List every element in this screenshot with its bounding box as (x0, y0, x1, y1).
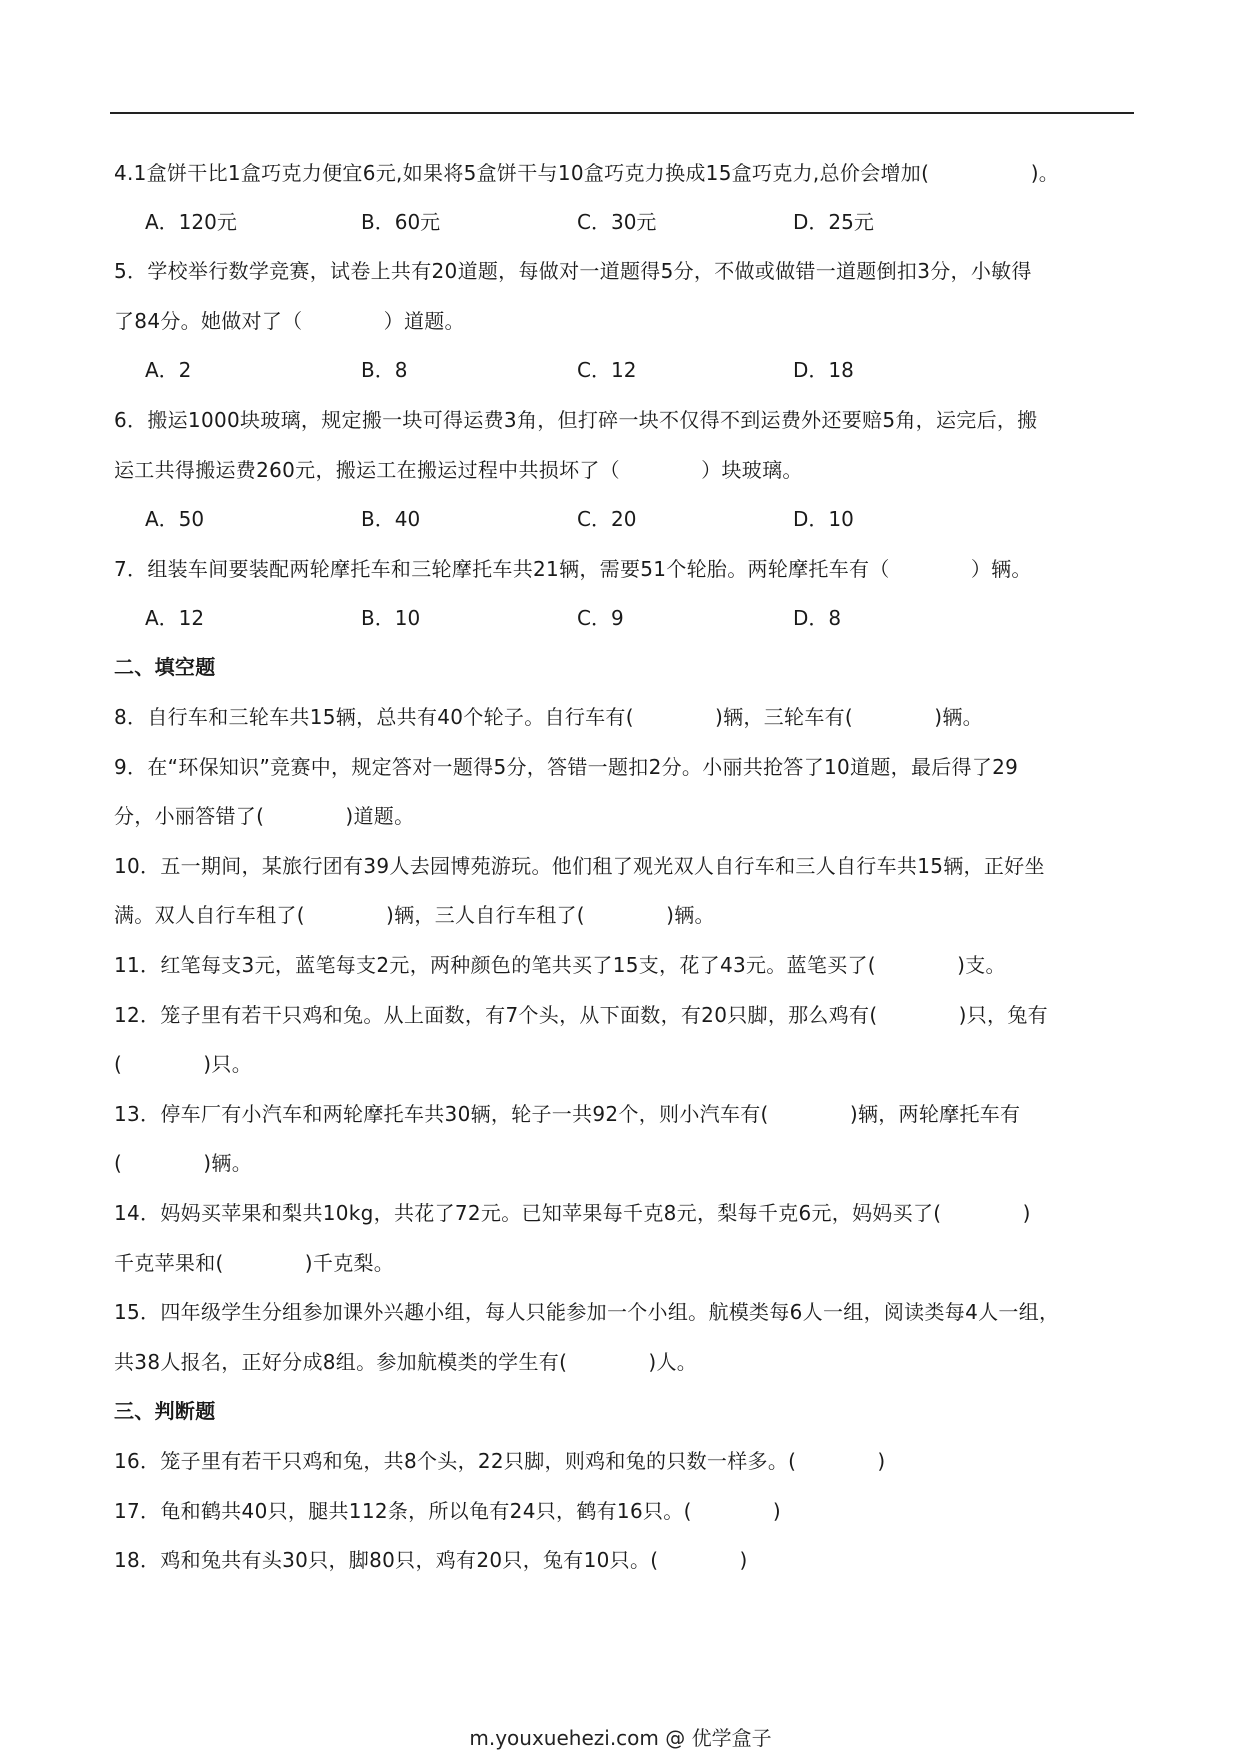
question-15-line-1: 15．四年级学生分组参加课外兴趣小组，每人只能参加一个小组。航模类每6人一组，阅读类每4人一组， (114, 1300, 1060, 1324)
question-14-line-1: 14．妈妈买苹果和梨共10kg，共花了72元。已知苹果每千克8元，梨每千克6元，妈妈买了( ) (114, 1201, 1031, 1225)
question-15-line-2: 共38人报名，正好分成8组。参加航模类的学生有( )人。 (114, 1350, 698, 1374)
question-5-options (145, 355, 1009, 385)
question-14-line-2: 千克苹果和( )千克梨。 (114, 1251, 395, 1275)
option-c: C．12 (577, 358, 637, 382)
option-d: D．8 (793, 606, 842, 630)
question-11: 11．红笔每支3元，蓝笔每支2元，两种颜色的笔共买了15支，花了43元。蓝笔买了( )支。 (114, 953, 1006, 977)
question-10-line-1: 10．五一期间，某旅行团有39人去园博苑游玩。他们租了观光双人自行车和三人自行车共15辆，正好坐 (114, 854, 1045, 878)
question-4-options (145, 207, 1009, 237)
section-heading-true-false: 三、判断题 (114, 1399, 216, 1423)
option-b: B．40 (361, 507, 421, 531)
section-heading-fill-in: 二、填空题 (114, 655, 216, 679)
question-6-line-2: 运工共得搬运费260元，搬运工在搬运过程中共损坏了（ ）块玻璃。 (114, 458, 803, 482)
option-d: D．25元 (793, 210, 874, 234)
question-7: 7．组装车间要装配两轮摩托车和三轮摩托车共21辆，需要51个轮胎。两轮摩托车有（ ）辆。 (114, 557, 1032, 581)
question-6-options (145, 504, 1009, 534)
option-a: A．12 (145, 606, 205, 630)
question-4: 4.1盒饼干比1盒巧克力便宜6元,如果将5盒饼干与10盒巧克力换成15盒巧克力,总价会增加( )。 (114, 161, 1060, 185)
option-b: B．60元 (361, 210, 441, 234)
question-17: 17．龟和鹤共40只，腿共112条，所以龟有24只，鹤有16只。( ) (114, 1499, 781, 1523)
question-13-line-2: ( )辆。 (114, 1151, 253, 1175)
question-10-line-2: 满。双人自行车租了( )辆，三人自行车租了( )辆。 (114, 903, 715, 927)
option-a: A．50 (145, 507, 205, 531)
question-13-line-1: 13．停车厂有小汽车和两轮摩托车共30辆，轮子一共92个，则小汽车有( )辆，两轮摩托车有 (114, 1102, 1021, 1126)
option-a: A．120元 (145, 210, 237, 234)
option-c: C．30元 (577, 210, 657, 234)
option-d: D．18 (793, 358, 854, 382)
option-b: B．10 (361, 606, 421, 630)
question-12-line-1: 12．笼子里有若干只鸡和兔。从上面数，有7个头，从下面数，有20只脚，那么鸡有( )只，兔有 (114, 1003, 1048, 1027)
question-5-line-2: 了84分。她做对了（ ）道题。 (114, 309, 465, 333)
option-a: A．2 (145, 358, 192, 382)
question-16: 16．笼子里有若干只鸡和兔，共8个头，22只脚，则鸡和兔的只数一样多。( ) (114, 1449, 886, 1473)
footer-watermark: m.youxuehezi.com @ 优学盒子 (469, 1726, 772, 1750)
option-d: D．10 (793, 507, 854, 531)
question-5-line-1: 5．学校举行数学竞赛，试卷上共有20道题，每做对一道题得5分，不做或做错一道题倒扣3分，小敏得 (114, 259, 1032, 283)
question-6-line-1: 6．搬运1000块玻璃，规定搬一块可得运费3角，但打碎一块不仅得不到运费外还要赔5角，运完后，搬 (114, 408, 1038, 432)
question-9-line-1: 9．在“环保知识”竞赛中，规定答对一题得5分，答错一题扣2分。小丽共抢答了10道题，最后得了29 (114, 755, 1019, 779)
question-9-line-2: 分，小丽答错了( )道题。 (114, 804, 415, 828)
question-7-options (145, 603, 1009, 633)
question-18: 18．鸡和兔共有头30只，脚80只，鸡有20只，兔有10只。( ) (114, 1548, 748, 1572)
question-8: 8．自行车和三轮车共15辆，总共有40个轮子。自行车有( )辆，三轮车有( )辆。 (114, 705, 983, 729)
question-12-line-2: ( )只。 (114, 1052, 253, 1076)
option-b: B．8 (361, 358, 408, 382)
option-c: C．20 (577, 507, 637, 531)
header-rule (110, 112, 1134, 114)
option-c: C．9 (577, 606, 624, 630)
